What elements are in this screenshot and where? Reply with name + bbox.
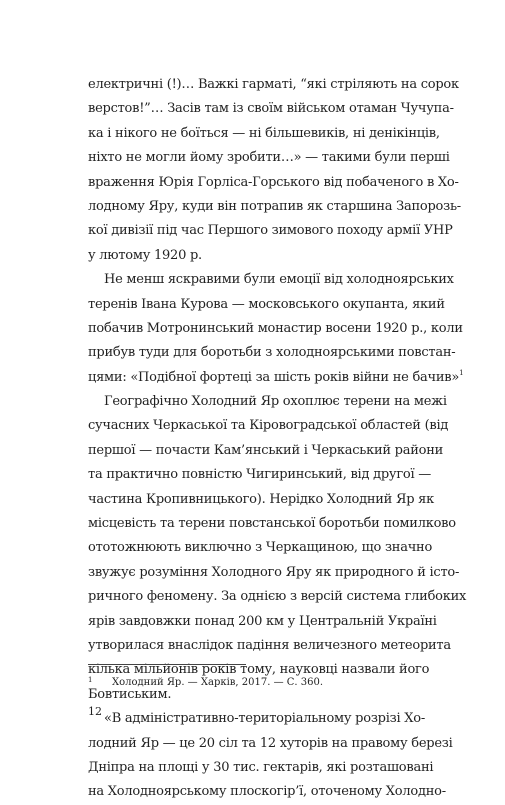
footnote	[88, 673, 421, 690]
text-line: першої — почасти Кам’янський і Черкаський райони	[88, 442, 444, 458]
text-line: утворилася внаслідок падіння величезного метеорита	[88, 637, 451, 653]
text-line: «В адміністративно-територіальному розрізі Хо-	[104, 711, 426, 727]
text-line: ототожнюють виключно з Черкащиною, що значно	[88, 540, 433, 556]
text-line: ричного феномену. За однією з версій система глибоких	[88, 589, 467, 605]
text-line: місцевість та терени повстанської боротьби помилково	[88, 516, 456, 532]
footnote-reference[interactable]: 1	[459, 368, 464, 377]
text-line: ніхто не могли йому зробити…» — такими були перші	[88, 150, 450, 166]
text-line-content: цями: «Подібної фортеці за шість років війни не бачив»	[88, 369, 460, 385]
text-line: верстов!”… Засів там із своїм військом отаман Чучупа-	[88, 101, 454, 117]
text-line: на Холодноярському плоскогір’ї, оточеному Холодно-	[88, 784, 446, 800]
text-line: сучасних Черкаської та Кіровоградської областей (від	[88, 418, 449, 434]
text-line: Бовтиським.	[88, 686, 172, 702]
text-line: побачив Мотронинський монастир восени 1920 р., коли	[88, 320, 463, 336]
text-line: Дніпра на площі у 30 тис. гектарів, які розташовані	[88, 759, 434, 775]
text-line: ка і нікого не боїться — ні більшевиків, ні денікінців,	[88, 125, 440, 141]
text-line: Географічно Холодний Яр охоплює терени на межі	[104, 394, 447, 410]
text-line: та практично повністю Чигиринський, від другої —	[88, 467, 431, 483]
footnote-marker: 1	[88, 676, 93, 684]
text-line: лодному Яру, куди він потрапив як старшина Запорозь-	[88, 198, 461, 214]
text-line: частина Кропивницького). Нерідко Холодний Яр як	[88, 491, 435, 507]
text-line: кілька мільйонів років тому, науковці назвали його	[88, 662, 430, 678]
footnote-divider	[88, 664, 246, 665]
text-line: у лютому 1920 р.	[88, 247, 202, 263]
text-line: Не менш яскравими були емоції від холодноярських	[104, 272, 454, 288]
body-text	[88, 73, 467, 805]
footnote-text: Холодний Яр. — Харків, 2017. — С. 360.	[112, 677, 324, 688]
text-line: ярів завдовжки понад 200 км у Центральній Україні	[88, 613, 437, 629]
text-line: електричні (!)… Важкі гарматі, “які стріляють на сорок	[88, 77, 459, 92]
text-line: теренів Івана Курова — московського окупанта, який	[88, 296, 445, 312]
text-line: прибув туди для боротьби з холодноярськими повстан-	[88, 345, 456, 361]
text-line: кої дивізії під час Першого зимового походу армії УНР	[88, 223, 453, 239]
page-number: 12	[88, 705, 102, 718]
text-line: лодний Яр — це 20 сіл та 12 хуторів на правому березі	[88, 735, 453, 751]
text-line: звужує розуміння Холодного Яру як природного й істо-	[88, 564, 460, 580]
text-line: враження Юрія Горліса-Горського від побаченого в Хо-	[88, 174, 459, 190]
text-line	[88, 366, 464, 390]
